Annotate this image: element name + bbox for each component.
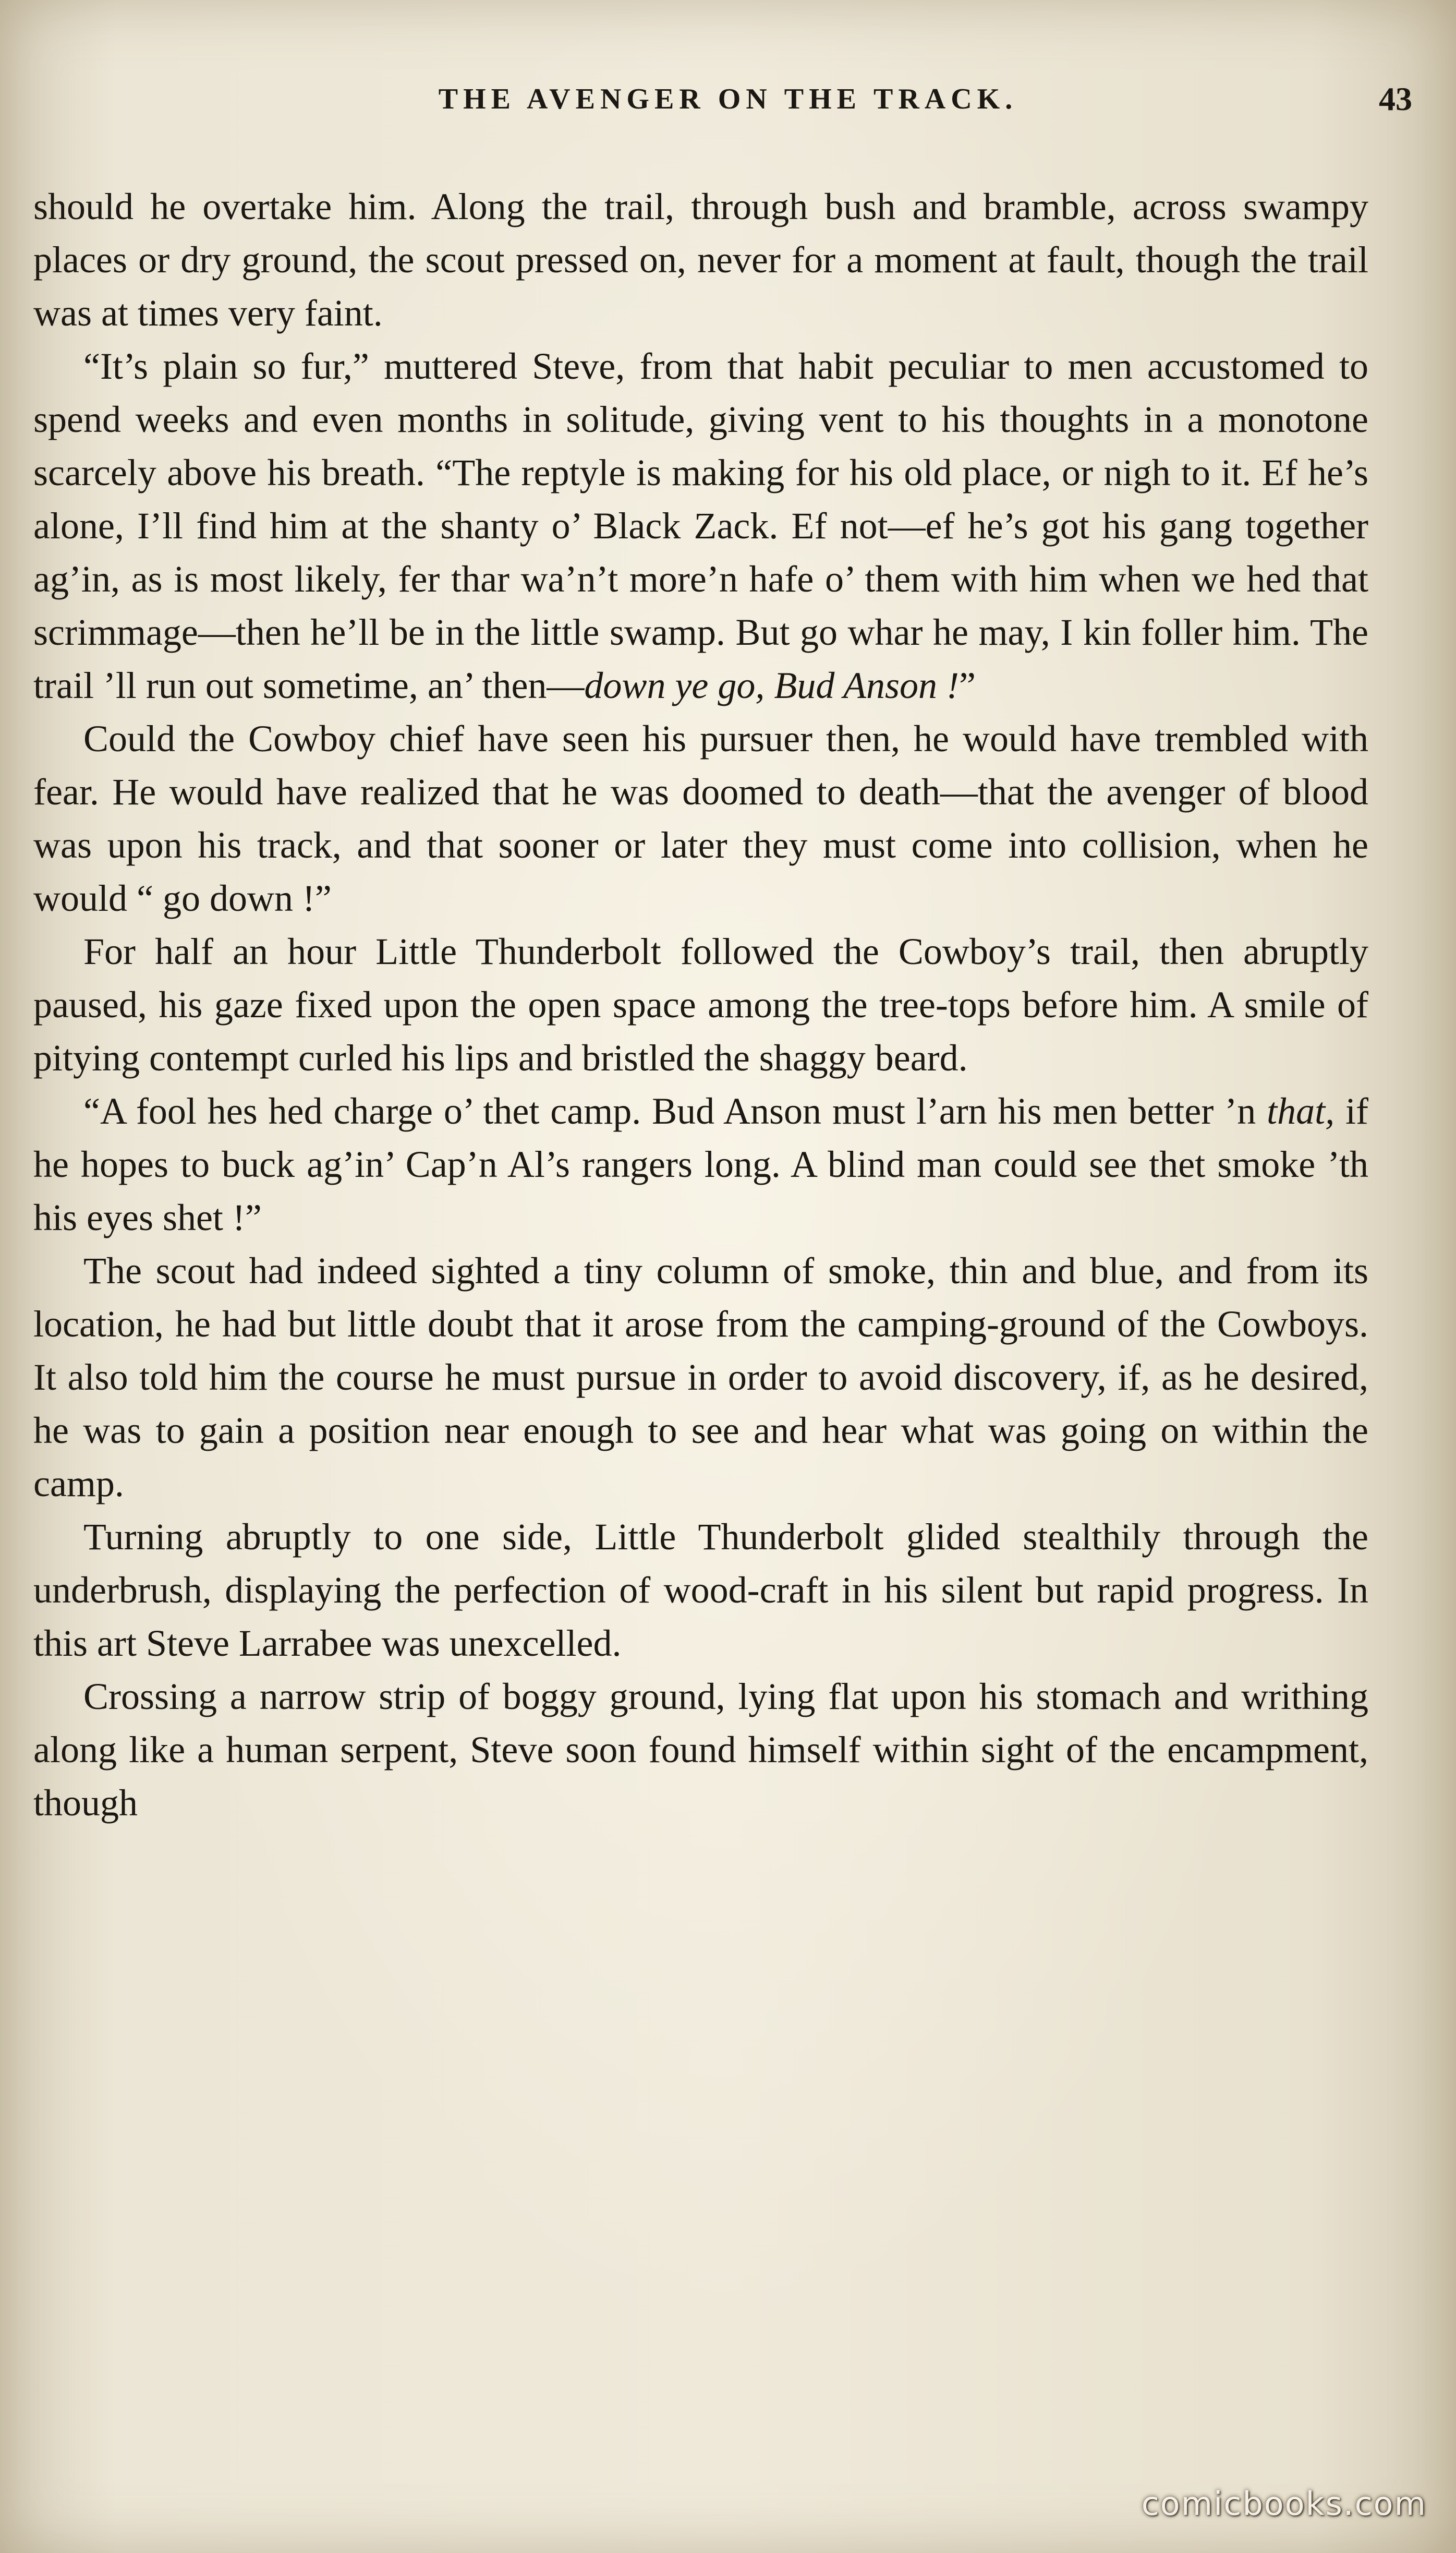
text-run: should he overtake him. Along the trail, through bush and bramble, across swampy places or dry ground, the scout pressed on, never for a moment at fault, though the trail was at times very faint. <box>33 186 1368 334</box>
text-run: “A fool hes hed charge o’ thet camp. Bud Anson must l’arn his men better ’n <box>83 1090 1267 1132</box>
paragraph <box>33 1244 1368 1510</box>
italic-text: that, <box>1267 1090 1335 1132</box>
paragraph <box>33 712 1368 925</box>
text-run: For half an hour Little Thunderbolt followed the Cowboy’s trail, then abruptly paused, his gaze fixed upon the open space among the tree-tops before him. A smile of pitying contempt curled his lips and bristled the shaggy beard. <box>33 931 1368 1079</box>
text-run: Crossing a narrow strip of boggy ground, lying flat upon his stomach and writhing along like a human serpent, Steve soon found himself within sight of the encampment, though <box>33 1676 1368 1824</box>
body-text <box>33 180 1368 1829</box>
paragraph <box>33 925 1368 1085</box>
paragraph <box>33 1085 1368 1244</box>
running-title: THE AVENGER ON THE TRACK. <box>438 83 1018 115</box>
text-run: The scout had indeed sighted a tiny column of smoke, thin and blue, and from its location, he had but little doubt that it arose from the camping-ground of the Cowboys. It also told him the course he must pursue in order to avoid discovery, if, as he desired, he was to gain a position near enough to see and hear what was going on within the camp. <box>33 1250 1368 1504</box>
italic-text: down ye go, Bud Anson ! <box>584 665 960 706</box>
text-run: Could the Cowboy chief have seen his pursuer then, he would have trembled with fear. He would have realized that he was doomed to death—that the avenger of blood was upon his track, and that sooner or later they must come into collision, when he would “ go down !” <box>33 718 1368 919</box>
text-run: ” <box>959 665 976 706</box>
paragraph <box>33 340 1368 712</box>
text-run: Turning abruptly to one side, Little Thunderbolt glided stealthily through the underbrush, displaying the perfection of wood-craft in his silent but rapid progress. In this art Steve Larrabee was unexcelled. <box>33 1516 1368 1664</box>
paragraph <box>33 1510 1368 1670</box>
page-number: 43 <box>1379 80 1412 117</box>
watermark: comicbooks.com <box>1141 2485 1427 2523</box>
paragraph <box>33 1670 1368 1829</box>
paragraph <box>33 180 1368 340</box>
text-run: “It’s plain so fur,” muttered Steve, from that habit peculiar to men accustomed to spend weeks and even months in solitude, giving vent to his thoughts in a monotone scarcely above his breath. “The reptyle is making for his old place, or nigh to it. Ef he’s alone, I’ll find him at the shanty o’ Black Zack. Ef not—ef he’s got his gang together ag’in, as is most likely, fer thar wa’n’t more’n hafe o’ them with him when we hed that scrimmage—then he’ll be in the little swamp. But go whar he may, I kin foller him. The trail ’ll run out sometime, an’ then— <box>33 345 1368 706</box>
running-head <box>31 78 1425 120</box>
text-run: if he hopes to buck ag’in’ Cap’n Al’s rangers long. A blind man could see thet smoke ’th his eyes shet !” <box>33 1090 1368 1238</box>
